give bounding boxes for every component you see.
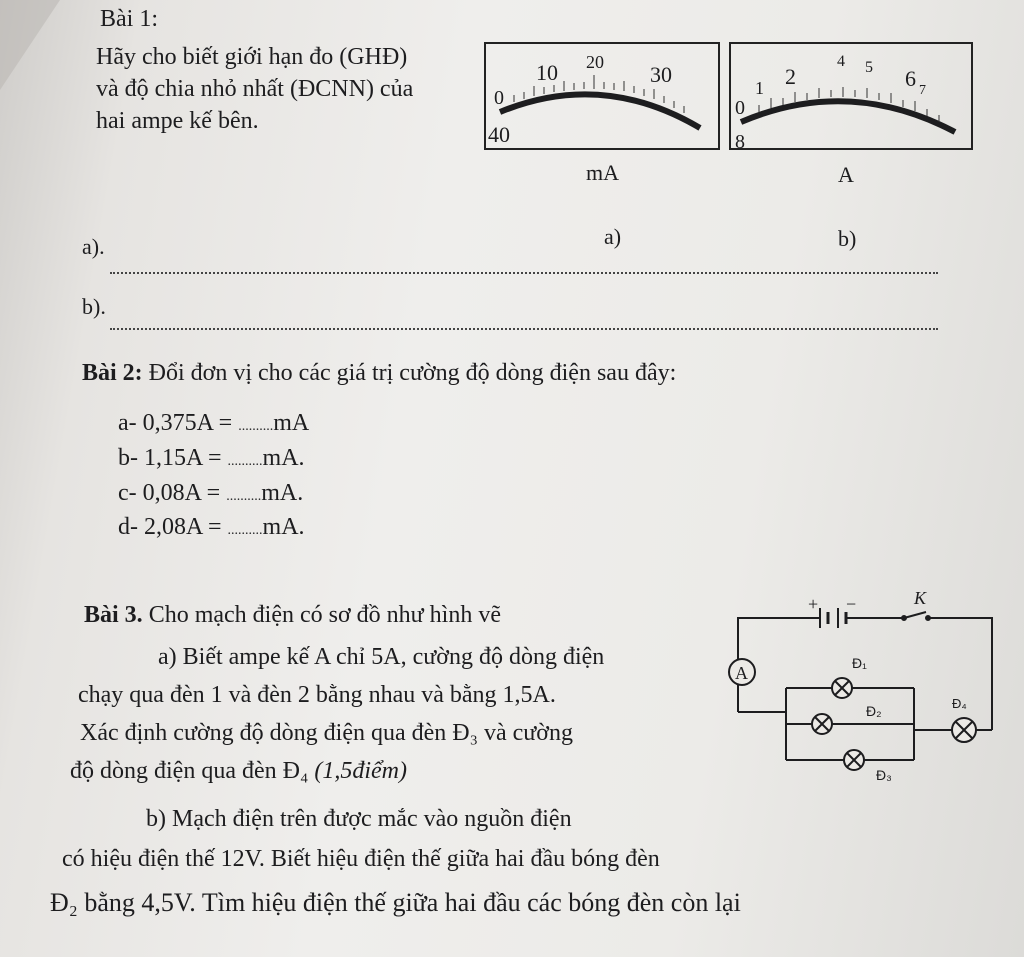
bai2-item-label: b-	[118, 445, 138, 471]
bai3-b-line-1: b) Mạch điện trên được mắc vào nguồn điện	[146, 806, 572, 832]
bai3-a-line-1: a) Biết ampe kế A chỉ 5A, cường độ dòng điện	[158, 644, 605, 670]
bai2-item-blank[interactable]: ..........	[226, 489, 262, 504]
bai3-b-line-2: có hiệu điện thế 12V. Biết hiệu điện thế giữa hai đầu bóng đèn	[62, 846, 660, 872]
bai2-item-value: 0,375A =	[142, 410, 233, 436]
bai2-item-blank[interactable]: ..........	[238, 419, 274, 434]
ammeter-a-label-20: 20	[586, 52, 604, 72]
bai2-item-blank[interactable]: ..........	[227, 454, 263, 469]
bai3-a-points: (1,5điểm)	[314, 758, 407, 784]
lamp-d2-label: Đ₂	[866, 703, 882, 719]
ammeter-b-caption: b)	[838, 226, 857, 251]
lamp-d3-label: Đ₃	[876, 767, 892, 783]
answer-a-label: a).	[82, 234, 105, 259]
lamp-d4-label: Đ₄	[952, 696, 967, 711]
bai2-item-label: d-	[118, 514, 138, 540]
bai2-item-d	[118, 514, 305, 541]
ammeter-a-label-0: 0	[494, 87, 504, 109]
circuit-diagram	[720, 584, 1016, 794]
ammeter-a-dial	[484, 42, 722, 152]
ammeter-a-unit: mA	[586, 160, 619, 185]
answer-a-line[interactable]	[110, 252, 938, 274]
bai2-item-a	[118, 410, 309, 437]
answer-b-label: b).	[82, 294, 106, 319]
bai2-title: Bài 2:	[82, 360, 143, 386]
ammeter-b-label-5: 5	[865, 59, 873, 76]
bai3-b-line-3: Đ₂ bằng 4,5V. Tìm hiệu điện thế giữa hai đầu các bóng đèn còn lại	[50, 888, 741, 917]
bai2-item-label: a-	[118, 410, 137, 436]
battery-symbol	[820, 608, 846, 628]
ammeter-b-scale-arc	[741, 101, 955, 132]
ammeter-b-label-1: 1	[755, 78, 764, 98]
lamp-d4-symbol	[952, 718, 976, 742]
answer-b-line[interactable]	[110, 308, 938, 330]
lamp-d1-label: Đ₁	[852, 655, 867, 671]
ammeter-b-label-4: 4	[837, 53, 845, 70]
ammeter-a-label-40: 40	[488, 122, 510, 147]
switch-k-symbol	[902, 612, 930, 620]
bai1-line-1: Hãy cho biết giới hạn đo (GHĐ)	[96, 44, 408, 70]
ammeter-b-label-8: 8	[735, 131, 745, 152]
bai3-a-line-2: chạy qua đèn 1 và đèn 2 bằng nhau và bằng 1,5A.	[78, 682, 556, 708]
bai2-item-unit: mA.	[262, 514, 305, 540]
bai2-item-c	[118, 480, 303, 507]
bai3-a-line-3: Xác định cường độ dòng điện qua đèn Đ₃ và cường	[80, 720, 573, 746]
bai2-item-value: 0,08A =	[142, 480, 221, 506]
ammeter-b-frame	[730, 43, 972, 149]
page-corner-shadow	[0, 0, 60, 90]
ammeter-b-label-6: 6	[905, 66, 916, 91]
bai3-a-line-4-text: độ dòng điện qua đèn Đ₄	[70, 758, 315, 784]
bai2-item-value: 1,15A =	[144, 445, 222, 471]
bai2-item-label: c-	[118, 480, 137, 506]
bai2-text: Đổi đơn vị cho các giá trị cường độ dòng điện sau đây:	[142, 360, 677, 386]
lamp-d1-symbol	[832, 678, 852, 698]
ammeter-b-label-7: 7	[919, 83, 926, 98]
bai2-item-unit: mA	[273, 410, 310, 436]
ammeter-b-label-0: 0	[735, 97, 745, 119]
ammeter-label: A	[735, 663, 748, 683]
ammeter-a-scale-arc	[500, 94, 700, 128]
switch-k-label: K	[914, 588, 927, 608]
bai3-a-line-4	[70, 758, 407, 785]
bai3-title: Bài 3.	[84, 602, 143, 628]
battery-plus-label: +	[808, 594, 819, 614]
bai1-line-2: và độ chia nhỏ nhất (ĐCNN) của	[96, 76, 414, 102]
bai2-heading	[82, 360, 676, 387]
bai3-intro: Cho mạch điện có sơ đồ như hình vẽ	[142, 602, 501, 628]
ammeter-b-dial	[729, 42, 975, 152]
battery-minus-label: −	[846, 594, 857, 614]
bai1-line-3: hai ampe kế bên.	[96, 108, 259, 134]
ammeter-a-label-30: 30	[650, 62, 672, 87]
circuit-wires	[738, 618, 992, 760]
bai2-item-blank[interactable]: ..........	[227, 523, 263, 538]
bai1-title: Bài 1:	[100, 6, 158, 32]
ammeter-b-unit: A	[838, 162, 854, 187]
ammeter-a-caption: a)	[604, 224, 622, 249]
lamp-d3-symbol	[844, 750, 864, 770]
bai3-heading	[84, 602, 501, 629]
lamp-d2-symbol	[812, 714, 832, 734]
ammeter-a-label-10: 10	[536, 60, 558, 85]
ammeter-b-label-2: 2	[785, 64, 796, 89]
bai2-item-unit: mA.	[261, 480, 304, 506]
bai2-item-b	[118, 445, 305, 472]
bai2-item-value: 2,08A =	[144, 514, 222, 540]
bai2-item-unit: mA.	[262, 445, 305, 471]
